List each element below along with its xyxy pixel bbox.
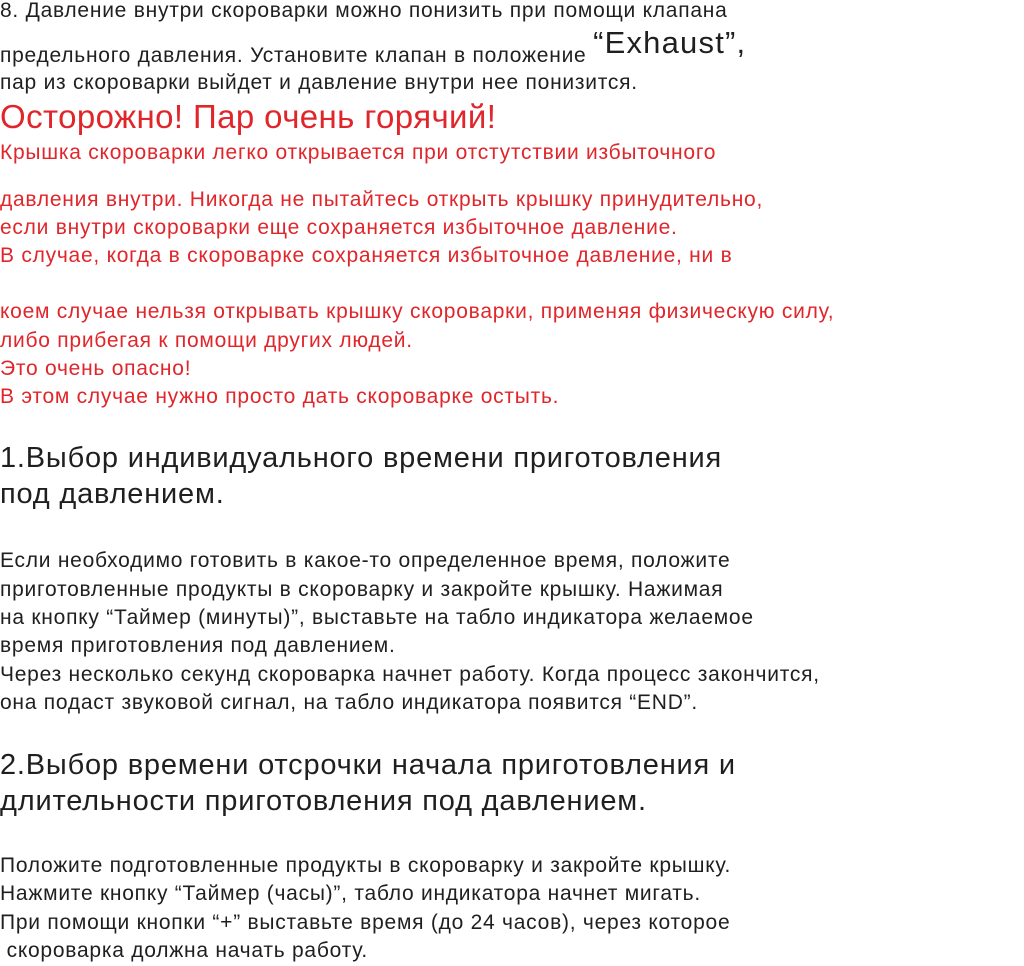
warning-line: коем случае нельзя открывать крышку скороварки, применяя физическую силу, [0, 300, 835, 323]
section-1-line: на кнопку “Таймер (минуты)”, выставьте на табло индикатора желаемое [0, 606, 754, 629]
pressure-release-line-1: 8. Давление внутри скороварки можно понизить при помощи клапана [0, 0, 728, 22]
warning-line: если внутри скороварки еще сохраняется избыточное давление. [0, 216, 678, 239]
warning-line: Это очень опасно! [0, 357, 192, 380]
section-2-heading-line-1: 2.Выбор времени отсрочки начала приготовления и [0, 749, 736, 781]
section-1-line: Через несколько секунд скороварка начнет работу. Когда процесс закончится, [0, 663, 820, 686]
warning-line: В этом случае нужно просто дать скороварке остыть. [0, 385, 560, 408]
section-1-heading-line-1: 1.Выбор индивидуального времени приготовления [0, 442, 723, 474]
section-1-line: Если необходимо готовить в какое-то определенное время, положите [0, 549, 731, 572]
warning-line: давления внутри. Никогда не пытайтесь открыть крышку принудительно, [0, 188, 764, 211]
warning-line: В случае, когда в скороварке сохраняется избыточное давление, ни в [0, 244, 733, 267]
section-2-line: скороварка должна начать работу. [0, 939, 368, 962]
section-1-heading-line-2: под давлением. [0, 478, 225, 510]
section-2-line: Положите подготовленные продукты в скороварку и закройте крышку. [0, 854, 732, 877]
pressure-release-line-2 [0, 25, 747, 67]
pressure-release-line-2-text: предельного давления. Установите клапан в положение [0, 44, 594, 67]
section-1-line: она подаст звуковой сигнал, на табло индикатора появится “END”. [0, 691, 698, 714]
section-2-line: При помощи кнопки “+” выставьте время (до 24 часов), через которое [0, 911, 731, 934]
warning-heading: Осторожно! Пар очень горячий! [0, 98, 497, 135]
pressure-release-line-3: пар из скороварки выйдет и давление внутри нее понизится. [0, 71, 638, 94]
exhaust-label: “Exhaust”, [593, 25, 747, 60]
section-1-line: приготовленные продукты в скороварку и закройте крышку. Нажимая [0, 578, 724, 601]
section-2-heading-line-2: длительности приготовления под давлением. [0, 785, 647, 817]
section-2-line: Нажмите кнопку “Таймер (часы)”, табло индикатора начнет мигать. [0, 882, 701, 905]
warning-line: Крышка скороварки легко открывается при отстутствии избыточного [0, 141, 717, 164]
section-1-line: время приготовления под давлением. [0, 634, 396, 657]
warning-line: либо прибегая к помощи других людей. [0, 329, 413, 352]
